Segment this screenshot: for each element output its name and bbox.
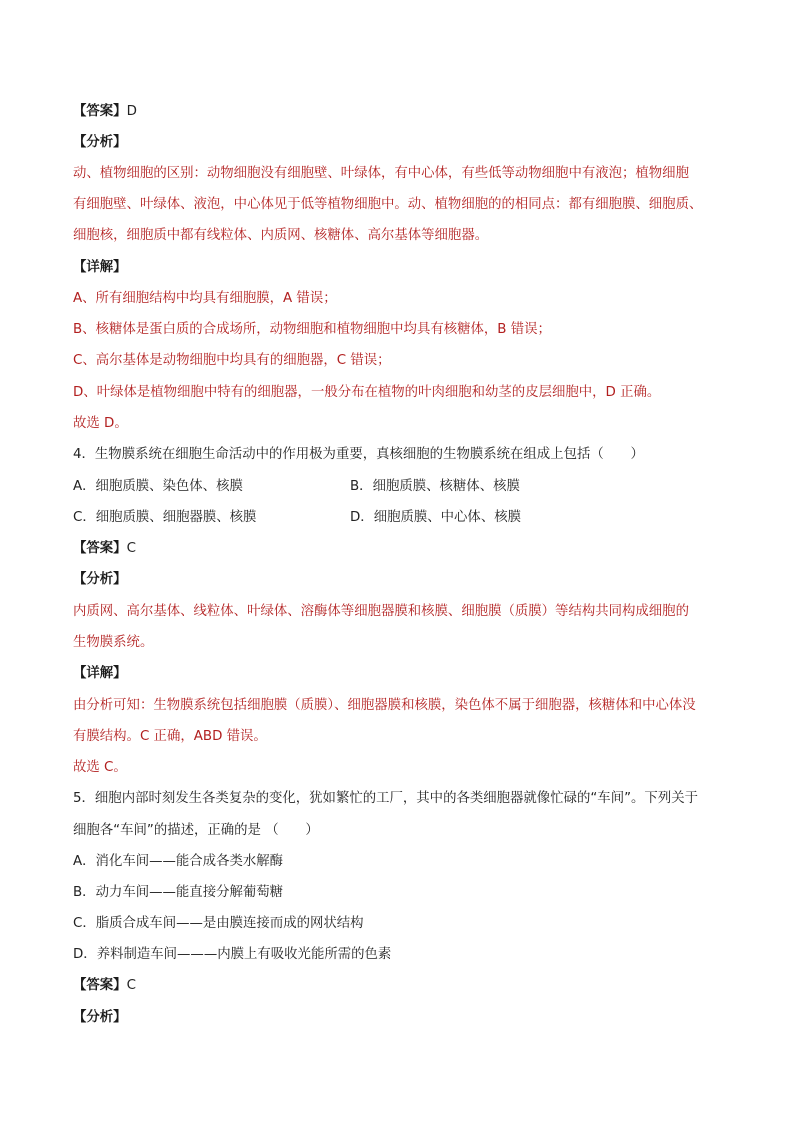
answer-value: C	[126, 541, 136, 556]
option-d: D．养料制造车间———内膜上有吸收光能所需的色素	[73, 947, 392, 962]
detail-text: B、核糖体是蛋白质的合成场所，动物细胞和植物细胞中均具有核糖体，B 错误；	[73, 322, 551, 337]
analysis-label: 【分析】	[73, 1010, 127, 1025]
option-c: C．细胞质膜、细胞器膜、核膜	[73, 510, 257, 525]
question-stem: 细胞各“车间”的描述，正确的是 （ ）	[73, 823, 319, 838]
analysis-label: 【分析】	[73, 572, 127, 587]
analysis-text: 细胞核，细胞质中都有线粒体、内质网、核糖体、高尔基体等细胞器。	[73, 228, 489, 243]
analysis-text: 生物膜系统。	[73, 635, 154, 650]
option-d: D．细胞质膜、中心体、核膜	[350, 510, 521, 525]
detail-text: 有膜结构。C 正确，ABD 错误。	[73, 729, 267, 744]
analysis-text: 内质网、高尔基体、线粒体、叶绿体、溶酶体等细胞器膜和核膜、细胞膜（质膜）等结构共同构成细胞的	[73, 604, 689, 619]
option-a: A．细胞质膜、染色体、核膜	[73, 479, 243, 494]
detail-text: A、所有细胞结构中均具有细胞膜，A 错误；	[73, 291, 337, 306]
option-b: B．细胞质膜、核糖体、核膜	[350, 479, 520, 494]
question-stem: 5．细胞内部时刻发生各类复杂的变化，犹如繁忙的工厂，其中的各类细胞器就像忙碌的“车间”。下列关于	[73, 791, 698, 806]
answer-label: 【答案】C	[73, 541, 136, 556]
answer-label: 【答案】C	[73, 978, 136, 993]
option-b: B．动力车间——能直接分解葡萄糖	[73, 885, 284, 900]
option-a: A．消化车间——能合成各类水解酶	[73, 854, 284, 869]
answer-label: 【答案】D	[73, 104, 137, 119]
detail-label: 【详解】	[73, 260, 127, 275]
detail-text: D、叶绿体是植物细胞中特有的细胞器，一般分布在植物的叶肉细胞和幼茎的皮层细胞中，D 正确。	[73, 385, 661, 400]
option-c: C．脂质合成车间——是由膜连接而成的网状结构	[73, 916, 364, 931]
detail-text: 由分析可知：生物膜系统包括细胞膜（质膜）、细胞器膜和核膜，染色体不属于细胞器，核糖体和中心体没	[73, 698, 696, 713]
question-stem: 4．生物膜系统在细胞生命活动中的作用极为重要，真核细胞的生物膜系统在组成上包括（ ）	[73, 447, 644, 462]
detail-label: 【详解】	[73, 666, 127, 681]
detail-text: C、高尔基体是动物细胞中均具有的细胞器，C 错误；	[73, 353, 391, 368]
choice-conclusion: 故选 C。	[73, 760, 127, 775]
analysis-text: 有细胞壁、叶绿体、液泡，中心体见于低等植物细胞中。动、植物细胞的的相同点：都有细胞膜、细胞质、	[73, 197, 703, 212]
choice-conclusion: 故选 D。	[73, 416, 128, 431]
analysis-text: 动、植物细胞的区别：动物细胞没有细胞壁、叶绿体，有中心体，有些低等动物细胞中有液泡；植物细胞	[73, 166, 689, 181]
analysis-label: 【分析】	[73, 135, 127, 150]
answer-value: C	[126, 978, 136, 993]
answer-value: D	[126, 104, 137, 119]
